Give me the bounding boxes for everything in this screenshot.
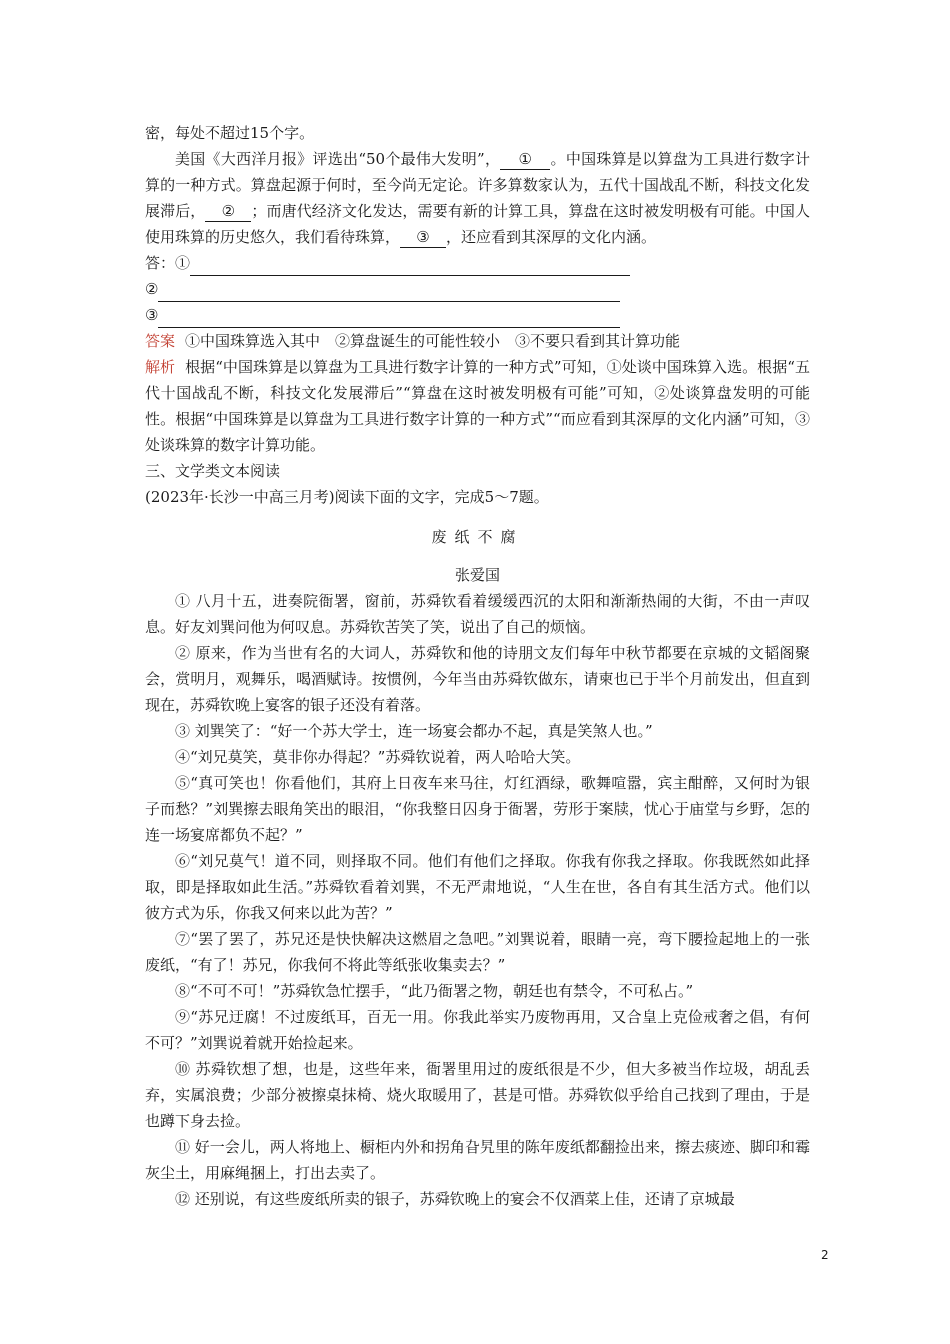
analysis-label: 解析 bbox=[145, 358, 176, 376]
answer-line-1-rule bbox=[190, 257, 630, 276]
story-paragraph: ⑤“真可笑也！你看他们，其府上日夜车来马往，灯红酒绿，歌舞喧嚣，宾主酣醉，又何时为银子而愁？”刘巽擦去眼角笑出的眼泪，“你我整日囚身于衙署，劳形于案牍，忧心于庙堂与乡野，怎的连一场宴席都负不起？” bbox=[145, 774, 810, 844]
story-paragraph: ④“刘兄莫笑，莫非你办得起？”苏舜钦说着，两人哈哈大笑。 bbox=[175, 748, 581, 766]
blank-2: ② bbox=[205, 201, 251, 222]
story-paragraph: ③ 刘巽笑了：“好一个苏大学士，连一场宴会都办不起，真是笑煞人也。” bbox=[175, 722, 653, 740]
analysis-block bbox=[145, 354, 810, 458]
answer-line-3-label: ③ bbox=[145, 306, 159, 324]
story-paragraph: ⑨“苏兄迂腐！不过废纸耳，百无一用。你我此举实乃废物再用，又合皇上克俭戒奢之倡，有何不可？”刘巽说着就开始捡起来。 bbox=[145, 1008, 810, 1052]
story-paragraph: ⑩ 苏舜钦想了想，也是，这些年来，衙署里用过的废纸很是不少，但大多被当作垃圾，胡乱丢弃，实属浪费；少部分被擦桌抹椅、烧火取暖用了，甚是可惜。苏舜钦似乎给自己找到了理由，于是也蹲下身去捡。 bbox=[145, 1060, 810, 1130]
story-paragraph: ⑫ 还别说，有这些废纸所卖的银子，苏舜钦晚上的宴会不仅酒菜上佳，还请了京城最 bbox=[175, 1190, 735, 1208]
passage-text-3: ；而唐代经济文化发达，需要有新的计算工具，算盘在这时被发明极有可能。中国人使用珠算的历史悠久，我们看待珠算， bbox=[145, 202, 810, 246]
story-title: 废纸不腐 bbox=[431, 528, 524, 546]
page-number: 2 bbox=[821, 1248, 829, 1262]
passage-text-4: ，还应看到其深厚的文化内涵。 bbox=[446, 228, 657, 246]
analysis-text: 根据“中国珠算是以算盘为工具进行数字计算的一种方式”可知，①处谈中国珠算入选。根据“五代十国战乱不断，科技文化发展滞后”“算盘在这时被发明极有可能”可知，②处谈算盘发明的可能性。根据“中国珠算是以算盘为工具进行数字计算的一种方式”“而应看到其深厚的文化内涵”可知，③处谈珠算的数字计算功能。 bbox=[145, 358, 810, 454]
answer-line-1 bbox=[145, 250, 810, 276]
passage-text-1: 美国《大西洋月报》评选出“50个最伟大发明”， bbox=[175, 150, 501, 168]
passage-paragraph bbox=[145, 146, 810, 250]
blank-3: ③ bbox=[400, 227, 446, 248]
passage-text-2: 。中国珠算是以算盘为工具进行数字计算的一种方式。算盘起源于何时，至今尚无定论。许多算数家认为，五代十国战乱不断，科技文化发展滞后， bbox=[145, 150, 810, 220]
story-paragraph: ⑦“罢了罢了，苏兄还是快快解决这燃眉之急吧。”刘巽说着，眼睛一亮，弯下腰捡起地上的一张废纸，“有了！苏兄，你我何不将此等纸张收集卖去？” bbox=[145, 930, 810, 974]
story-paragraph: ⑥“刘兄莫气！道不同，则择取不同。他们有他们之择取。你我有你我之择取。你我既然如此择取，即是择取如此生活。”苏舜钦看着刘巽，不无严肃地说，“人生在世，各自有其生活方式。他们以彼方式为乐，你我又何来以此为苦？” bbox=[145, 852, 810, 922]
story-author: 张爱国 bbox=[454, 566, 500, 584]
answer-line-1-label: 答：① bbox=[145, 254, 191, 272]
answer-line-2 bbox=[145, 276, 810, 302]
answer-line-2-label: ② bbox=[145, 280, 159, 298]
answer-label: 答案 bbox=[145, 332, 176, 350]
answer-line-2-rule bbox=[158, 283, 620, 302]
section-heading: 三、文学类文本阅读 bbox=[145, 462, 281, 480]
story-paragraph: ② 原来，作为当世有名的大词人，苏舜钦和他的诗朋文友们每年中秋节都要在京城的文韬阁聚会，赏明月，观舞乐，喝酒赋诗。按惯例，今年当由苏舜钦做东，请柬也已于半个月前发出，但直到现在，苏舜钦晚上宴客的银子还没有着落。 bbox=[145, 644, 810, 714]
answer-line-3-rule bbox=[158, 309, 620, 328]
document-page bbox=[145, 120, 810, 1212]
source-line: (2023年·长沙一中高三月考)阅读下面的文字，完成5～7题。 bbox=[145, 488, 549, 506]
answer-text: ①中国珠算选入其中 ②算盘诞生的可能性较小 ③不要只看到其计算功能 bbox=[185, 332, 681, 350]
top-line: 密，每处不超过15个字。 bbox=[145, 124, 315, 142]
story-paragraph: ⑪ 好一会儿，两人将地上、橱柜内外和拐角旮旯里的陈年废纸都翻捡出来，擦去痰迹、脚印和霉灰尘土，用麻绳捆上，打出去卖了。 bbox=[145, 1138, 810, 1182]
answer-block bbox=[145, 328, 810, 354]
blank-1: ① bbox=[500, 149, 550, 170]
answer-line-3 bbox=[145, 302, 810, 328]
story-paragraph: ⑧“不可不可！”苏舜钦急忙摆手，“此乃衙署之物，朝廷也有禁令，不可私占。” bbox=[175, 982, 694, 1000]
story-paragraph: ① 八月十五，进奏院衙署，窗前，苏舜钦看着缓缓西沉的太阳和渐渐热闹的大街，不由一声叹息。好友刘巽问他为何叹息。苏舜钦苦笑了笑，说出了自己的烦恼。 bbox=[145, 592, 810, 636]
